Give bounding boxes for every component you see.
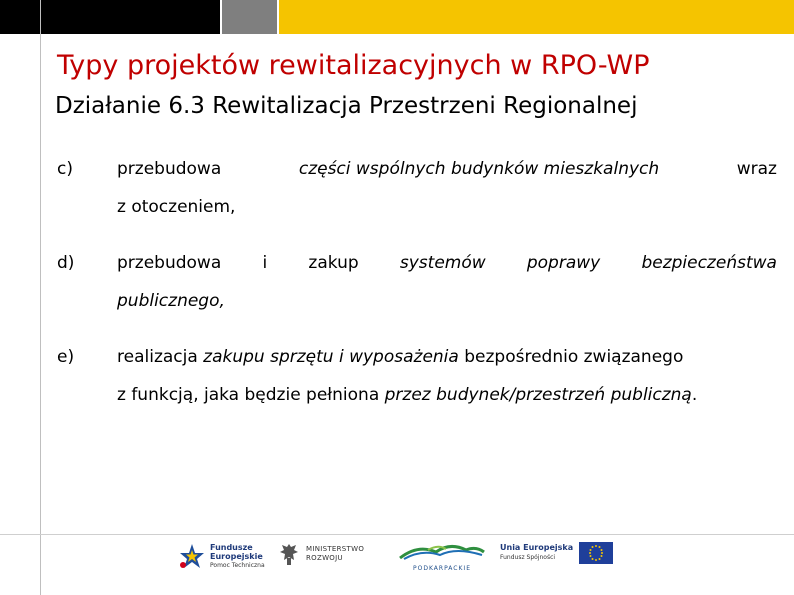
eagle-icon [278, 541, 300, 567]
header-bar-yellow [279, 0, 794, 34]
text-segment: realizacja [117, 347, 204, 367]
text-segment: zakup [308, 253, 359, 273]
list-item-line: z otoczeniem, [117, 197, 236, 217]
list-item-e [57, 338, 777, 414]
italic-segment: części wspólnych budynków mieszkalnych [298, 159, 660, 179]
italic-segment: poprawy [526, 253, 601, 273]
text-segment: wraz [736, 159, 777, 179]
left-divider [40, 0, 41, 595]
footer-logos [0, 534, 794, 595]
eu-funds-star-icon [178, 542, 206, 570]
italic-segment: zakupu sprzętu i wyposażenia [203, 347, 459, 367]
project-type-list [57, 150, 777, 432]
ministerstwo-rozwoju-logo [278, 541, 364, 567]
logo-text: Pomoc Techniczna [210, 561, 265, 569]
text-segment: z funkcją, jaka będzie pełniona [117, 385, 385, 405]
list-letter: e) [57, 347, 75, 367]
list-letter: d) [57, 253, 75, 273]
text-segment: przebudowa [117, 159, 222, 179]
slide-title: Typy projektów rewitalizacyjnych w RPO-WP [57, 50, 650, 81]
italic-segment: publicznego, [117, 291, 225, 311]
italic-segment: systemów [399, 253, 486, 273]
text-segment: przebudowa [117, 253, 222, 273]
list-item-line [117, 282, 777, 320]
unia-europejska-logo [500, 542, 613, 564]
list-item-c [57, 150, 777, 226]
list-item-line [117, 376, 777, 414]
logo-text: PODKARPACKIE [413, 565, 471, 572]
list-item-line [117, 150, 777, 188]
logo-text: Fundusze [210, 542, 253, 552]
logo-text: ROZWOJU [306, 554, 343, 562]
logo-text: MINISTERSTWO [306, 545, 365, 553]
text-segment: . [691, 385, 698, 405]
eu-flag-icon [579, 542, 613, 564]
logo-text: Europejskie [210, 551, 263, 561]
podkarpackie-logo [398, 540, 486, 572]
mountains-icon [398, 540, 486, 560]
list-letter: c) [57, 159, 73, 179]
italic-segment: przez budynek/przestrzeń publiczną [384, 385, 692, 405]
logo-text: Unia Europejska [500, 543, 574, 552]
text-segment: i [262, 253, 268, 273]
list-item-d [57, 244, 777, 320]
text-segment: bezpośrednio związanego [458, 347, 684, 367]
header-bar-gray [222, 0, 277, 34]
header-bar-black [0, 0, 220, 34]
slide-subtitle: Działanie 6.3 Rewitalizacja Przestrzeni Regionalnej [55, 93, 638, 119]
italic-segment: bezpieczeństwa [641, 253, 777, 273]
list-item-line [117, 244, 777, 282]
list-item-line [117, 338, 777, 376]
fundusze-europejskie-logo [178, 542, 265, 570]
logo-text: Fundusz Spójności [500, 554, 556, 561]
